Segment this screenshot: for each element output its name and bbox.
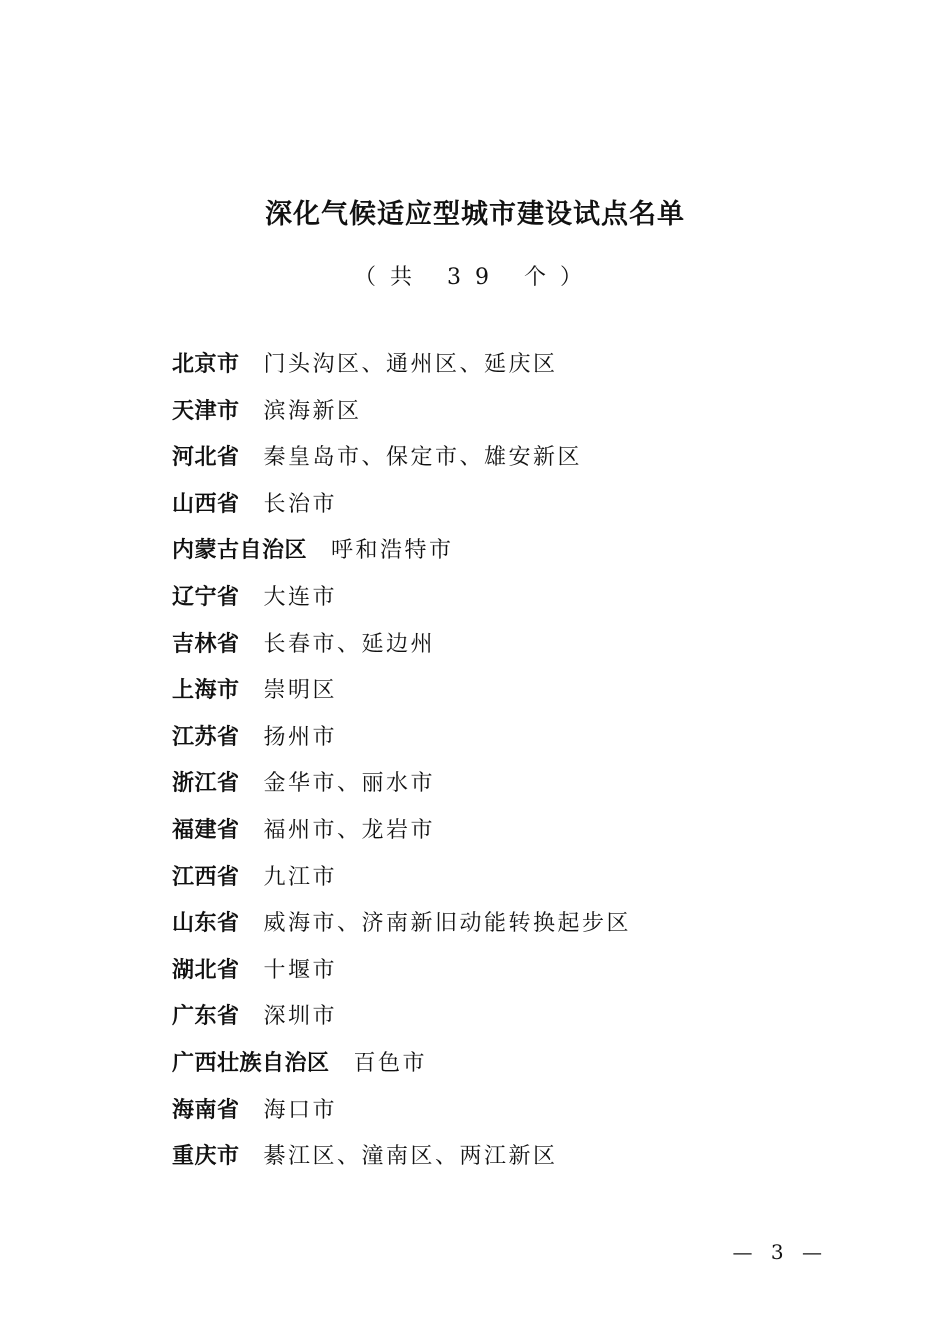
page-subtitle: （共 39 个）	[354, 265, 596, 290]
region-name: 江西省	[172, 864, 240, 890]
city-names: 崇明区	[263, 678, 338, 704]
list-item	[172, 994, 631, 1041]
list-item	[172, 808, 631, 855]
region-name: 上海市	[172, 678, 240, 704]
list-item	[172, 1088, 631, 1135]
city-names: 十堰市	[263, 957, 338, 983]
city-names: 大连市	[263, 584, 338, 610]
region-name: 重庆市	[172, 1144, 240, 1170]
city-names: 呼和浩特市	[331, 538, 454, 564]
city-names: 门头沟区、通州区、延庆区	[263, 352, 558, 377]
city-names: 海口市	[263, 1097, 338, 1123]
list-item	[172, 668, 631, 715]
list-item	[172, 715, 631, 762]
region-name: 天津市	[172, 398, 240, 424]
region-name: 江苏省	[172, 724, 240, 750]
list-item	[172, 622, 631, 669]
list-item	[172, 342, 631, 389]
region-name: 广东省	[172, 1004, 240, 1030]
city-names: 福州市、龙岩市	[263, 817, 436, 843]
region-name: 广西壮族自治区	[172, 1050, 330, 1076]
city-names: 百色市	[353, 1050, 428, 1076]
list-item	[172, 855, 631, 902]
region-name: 辽宁省	[172, 584, 240, 610]
list-item	[172, 575, 631, 622]
list-item	[172, 1134, 631, 1181]
list-item	[172, 435, 631, 482]
list-item	[172, 901, 631, 948]
list-item	[172, 528, 631, 575]
city-names: 九江市	[263, 864, 338, 890]
city-names: 綦江区、潼南区、两江新区	[263, 1144, 558, 1170]
pilot-list	[172, 342, 631, 1181]
list-item	[172, 948, 631, 995]
city-names: 滨海新区	[263, 398, 362, 424]
page-number: — 3 —	[732, 1240, 828, 1264]
city-names: 金华市、丽水市	[263, 771, 436, 797]
region-name: 河北省	[172, 445, 240, 471]
region-name: 山西省	[172, 491, 240, 517]
region-name: 浙江省	[172, 771, 240, 797]
list-item	[172, 1041, 631, 1088]
region-name: 吉林省	[172, 631, 240, 657]
region-name: 内蒙古自治区	[172, 538, 308, 564]
list-item	[172, 482, 631, 529]
city-names: 长治市	[263, 491, 338, 517]
list-item	[172, 389, 631, 436]
page-title: 深化气候适应型城市建设试点名单	[265, 199, 685, 230]
region-name: 北京市	[172, 352, 240, 377]
city-names: 长春市、延边州	[263, 631, 436, 657]
city-names: 深圳市	[263, 1004, 338, 1030]
city-names: 威海市、济南新旧动能转换起步区	[263, 911, 632, 937]
region-name: 海南省	[172, 1097, 240, 1123]
list-item	[172, 761, 631, 808]
city-names: 秦皇岛市、保定市、雄安新区	[263, 445, 583, 471]
region-name: 福建省	[172, 817, 240, 843]
region-name: 湖北省	[172, 957, 240, 983]
region-name: 山东省	[172, 911, 240, 937]
city-names: 扬州市	[263, 724, 338, 750]
